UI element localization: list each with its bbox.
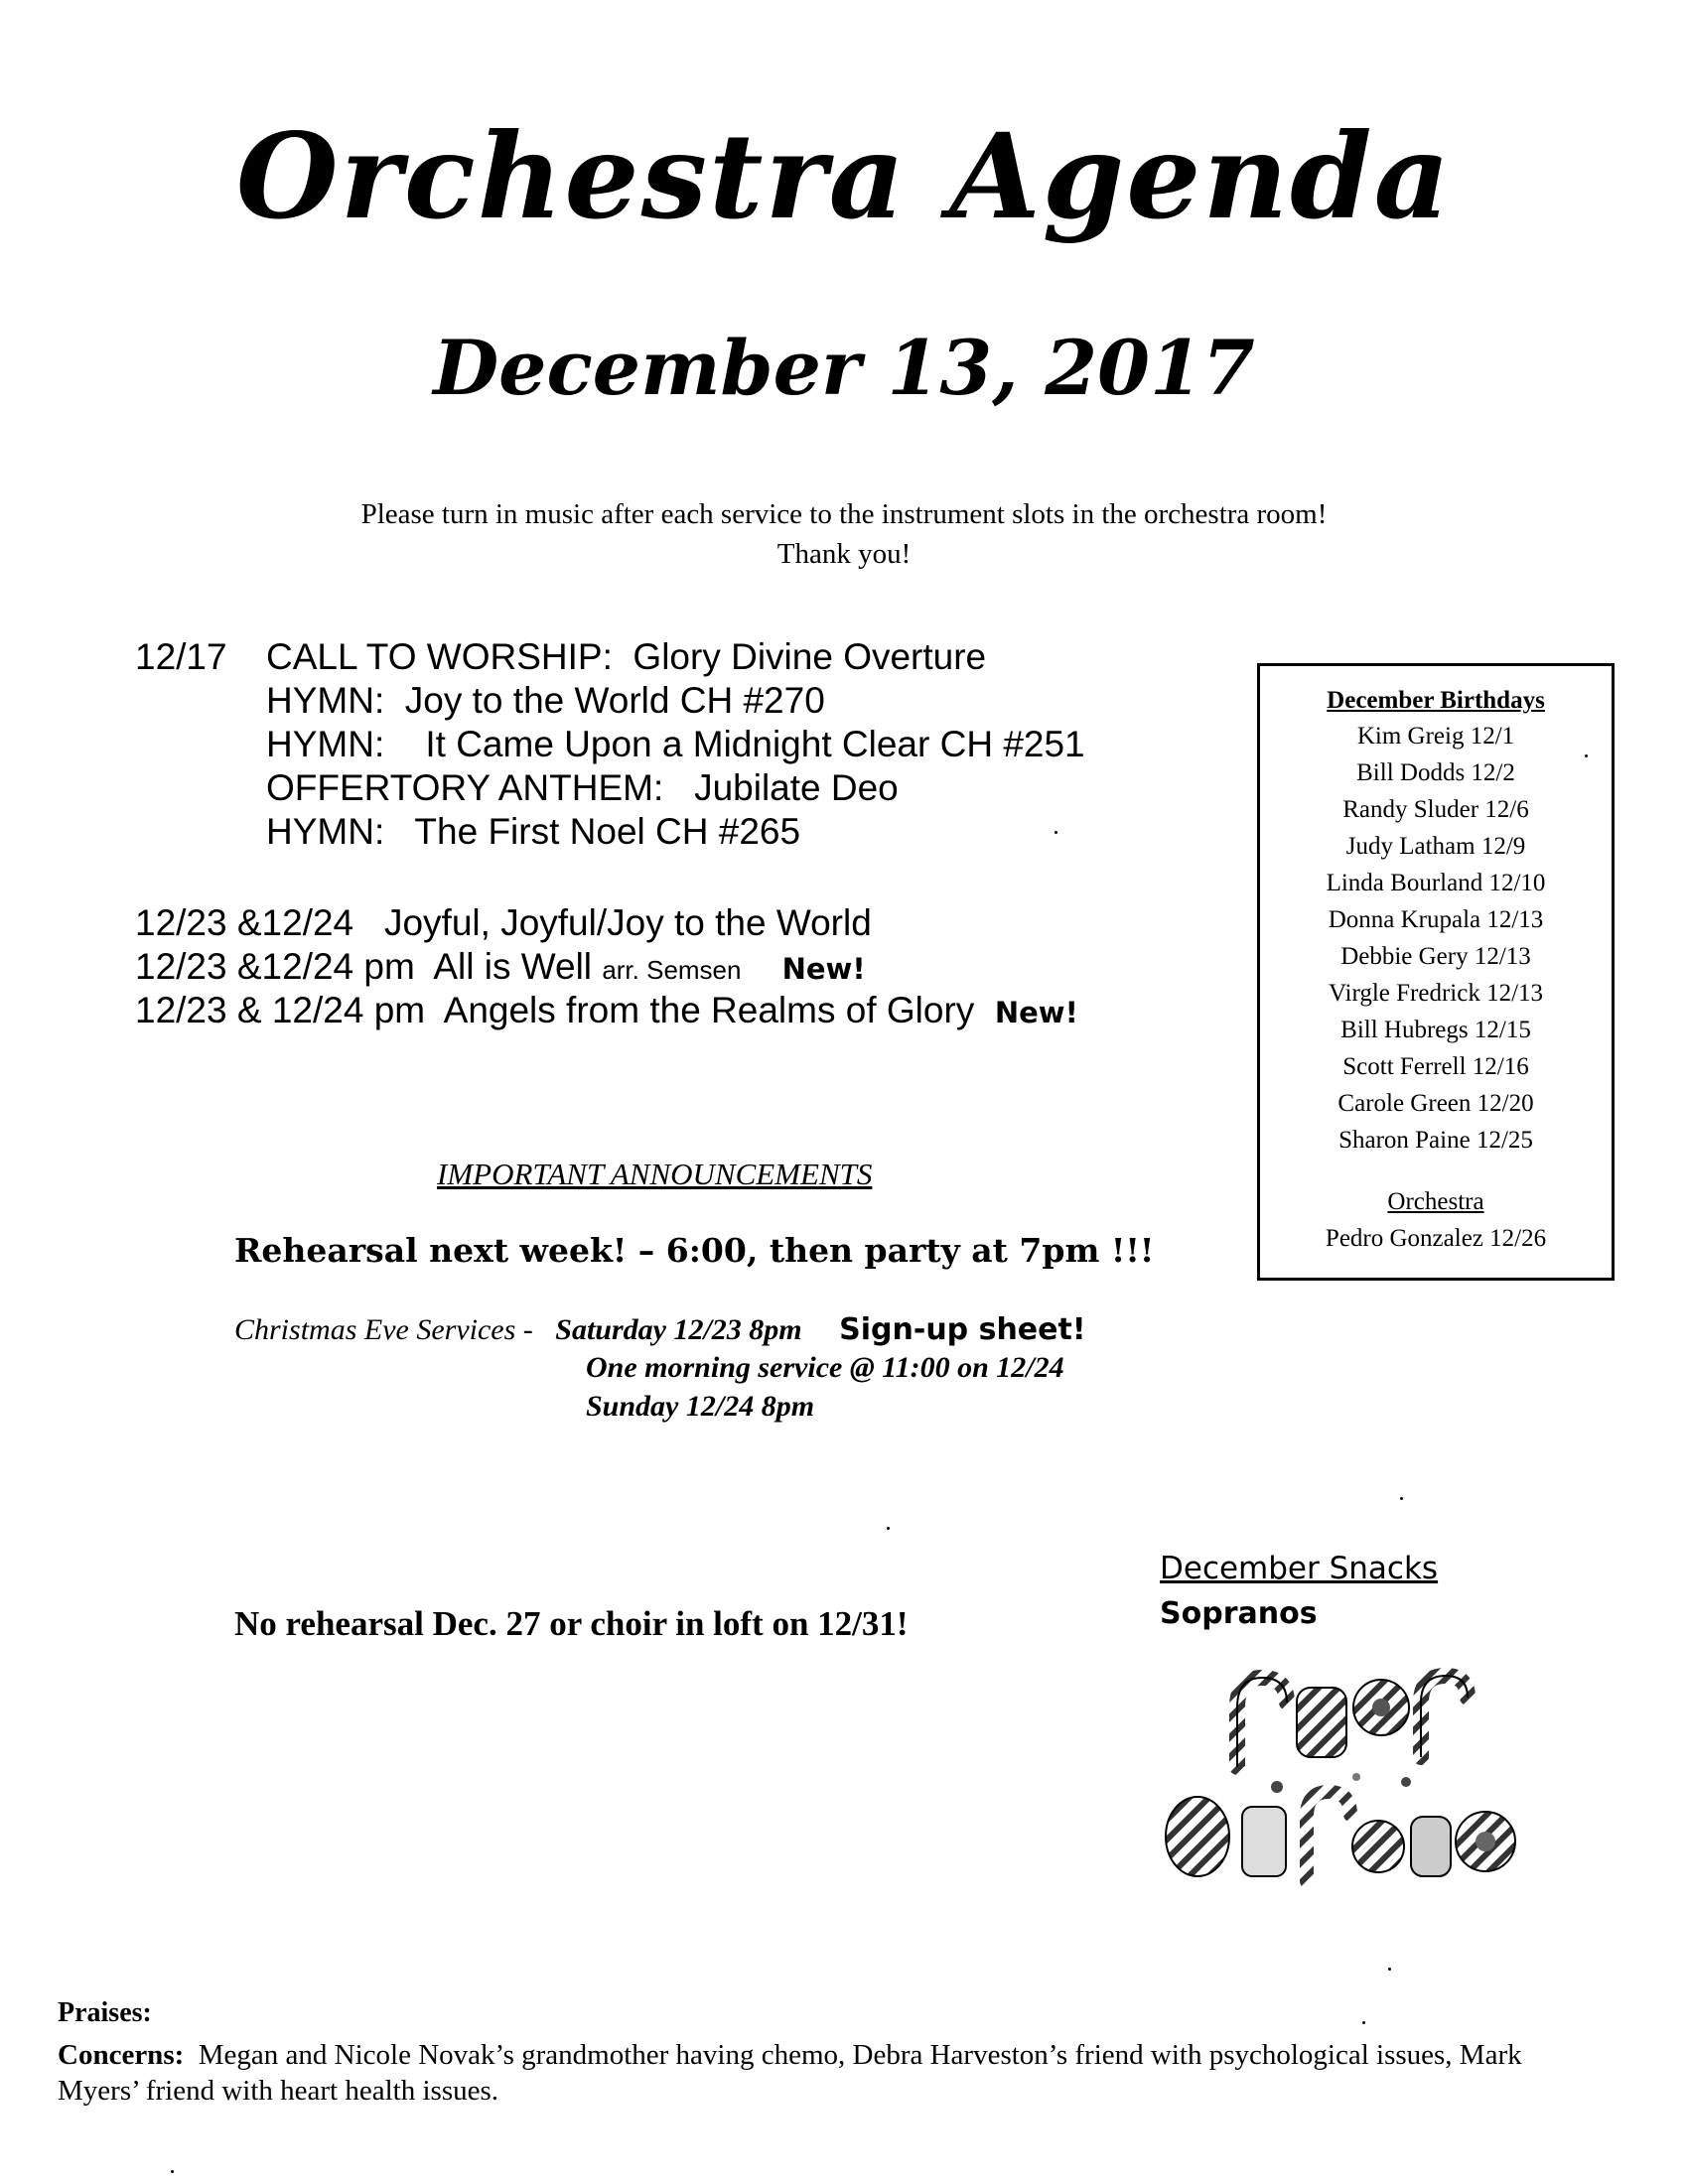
eve-line-1: Saturday 12/23 8pm: [555, 1313, 802, 1346]
orchestra-birthdays-heading: Orchestra: [1387, 1188, 1484, 1215]
christmas-item: [135, 902, 872, 944]
christmas-item: [135, 946, 866, 988]
birthday-entry: Scott Ferrell 12/16: [1342, 1053, 1529, 1080]
notice-line-2: Thank you!: [776, 538, 912, 570]
praises-label: Praises:: [58, 1997, 152, 2028]
birthdays-box: [1257, 663, 1615, 1281]
concerns-section: [58, 2037, 1607, 2109]
new-badge: New!: [781, 952, 866, 986]
concerns-label: Concerns:: [58, 2039, 185, 2071]
birthday-entry: Judy Latham 12/9: [1345, 833, 1526, 860]
birthday-entry: Virgle Fredrick 12/13: [1328, 980, 1544, 1007]
signup-note: Sign-up sheet!: [839, 1312, 1086, 1347]
birthday-entry: Bill Hubregs 12/15: [1340, 1017, 1531, 1043]
notice-line-1: Please turn in music after each service to the instrument slots in the orchestra room!: [360, 498, 1328, 530]
birthday-entry: Carole Green 12/20: [1337, 1090, 1534, 1117]
program-item-text: The First Noel CH #265: [414, 811, 801, 852]
program-item: [266, 724, 1085, 765]
program-item-label: HYMN:: [266, 724, 385, 764]
program-item: [266, 811, 800, 853]
program-item-text: Joy to the World CH #270: [404, 680, 825, 721]
scan-speck: [1362, 2021, 1365, 2024]
program-item-label: HYMN:: [266, 811, 385, 852]
program-item-label: OFFERTORY ANTHEM:: [266, 767, 664, 808]
new-badge: New!: [994, 996, 1078, 1029]
scan-speck: [1585, 754, 1588, 757]
agenda-title: Orchestra Agenda: [235, 107, 1453, 245]
scan-speck: [1055, 831, 1057, 834]
christmas-item-text: Joyful, Joyful/Joy to the World: [383, 902, 872, 943]
christmas-eve-services: [234, 1312, 1086, 1347]
scan-speck: [171, 2170, 174, 2173]
program-item-label: CALL TO WORSHIP:: [266, 636, 613, 677]
birthday-entry: Linda Bourland 12/10: [1326, 870, 1546, 896]
eve-label: Christmas Eve Services -: [234, 1313, 533, 1346]
christmas-item-date: 12/23 &12/24: [135, 902, 354, 943]
no-rehearsal-note: No rehearsal Dec. 27 or choir in loft on 12/31!: [234, 1604, 909, 1643]
program-item: [266, 767, 899, 809]
snacks-heading: December Snacks: [1160, 1551, 1439, 1586]
birthdays-heading: December Birthdays: [1327, 687, 1545, 714]
birthday-entry: Bill Dodds 12/2: [1356, 759, 1515, 786]
arranger-credit: arr. Semsen: [602, 955, 742, 985]
agenda-date: December 13, 2017: [433, 324, 1255, 412]
christmas-item-text: All is Well: [433, 946, 593, 987]
program-date-1217: 12/17: [135, 636, 227, 677]
birthday-entry: Donna Krupala 12/13: [1328, 906, 1544, 933]
birthday-entry: Pedro Gonzalez 12/26: [1325, 1225, 1547, 1252]
program-item-text: Glory Divine Overture: [633, 636, 987, 677]
birthday-entry: Debbie Gery 12/13: [1340, 943, 1531, 970]
concerns-text: Megan and Nicole Novak’s grandmother having chemo, Debra Harveston’s friend with psychological issues, Mark Myers’ friend with heart health issues.: [58, 2039, 1522, 2107]
snacks-assignee: Sopranos: [1160, 1596, 1318, 1631]
program-item-text: Jubilate Deo: [694, 767, 899, 808]
program-item: [266, 680, 825, 722]
scan-speck: [1388, 1968, 1391, 1971]
scan-speck: [887, 1527, 890, 1530]
rehearsal-announcement: Rehearsal next week! – 6:00, then party at 7pm !!!: [234, 1231, 1155, 1270]
program-item-text: It Came Upon a Midnight Clear CH #251: [425, 724, 1085, 764]
christmas-item-date: 12/23 & 12/24 pm: [135, 990, 426, 1030]
scan-speck: [1400, 1497, 1403, 1500]
christmas-item: [135, 990, 1078, 1031]
birthday-entry: Kim Greig 12/1: [1356, 723, 1515, 750]
merry-christmas-candy-graphic-icon: [1158, 1648, 1525, 1896]
program-item: [266, 636, 986, 678]
eve-line-3: Sunday 12/24 8pm: [586, 1390, 815, 1423]
christmas-item-date: 12/23 &12/24 pm: [135, 946, 415, 987]
music-return-notice: [0, 494, 1688, 574]
christmas-item-text: Angels from the Realms of Glory: [443, 990, 975, 1030]
birthday-entry: Sharon Paine 12/25: [1338, 1127, 1533, 1154]
announcements-heading: IMPORTANT ANNOUNCEMENTS: [437, 1157, 873, 1191]
program-item-label: HYMN:: [266, 680, 385, 721]
birthday-entry: Randy Sluder 12/6: [1342, 796, 1529, 823]
eve-line-2: One morning service @ 11:00 on 12/24: [586, 1351, 1064, 1384]
